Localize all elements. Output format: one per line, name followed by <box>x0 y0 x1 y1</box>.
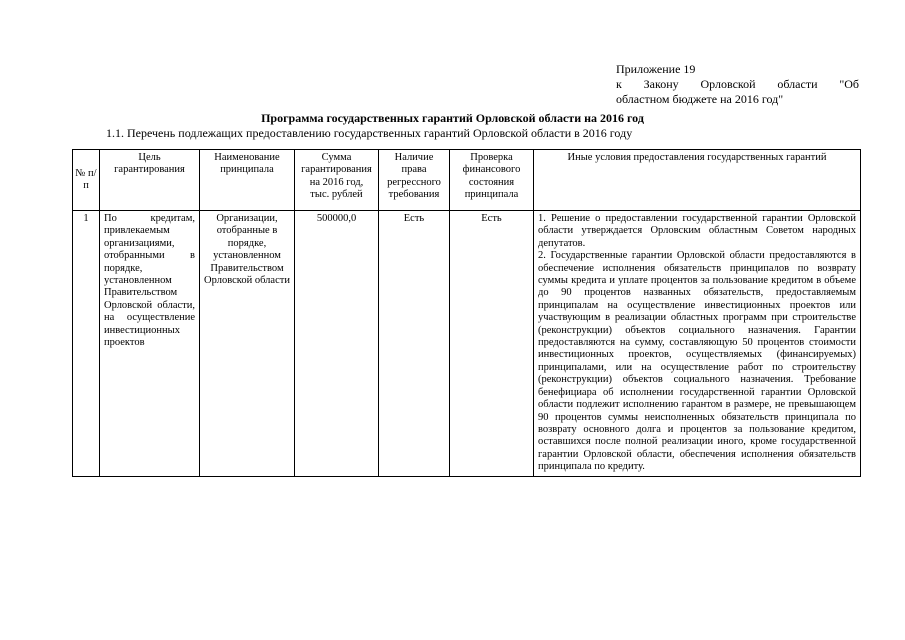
guarantees-table <box>72 149 861 477</box>
document-subtitle: 1.1. Перечень подлежащих предоставлению государственных гарантий Орловской области в 2016 году <box>106 126 633 140</box>
header-principal <box>200 150 295 211</box>
appendix-law-reference: к Закону Орловской области "Об <box>616 77 859 91</box>
appendix-header <box>616 62 859 107</box>
row-num: 1 <box>73 211 100 477</box>
row-principal: Организации, отобранные в порядке, установленном Правительством Орловской области <box>200 211 295 477</box>
header-check <box>450 150 534 211</box>
appendix-number: Приложение 19 <box>616 62 696 76</box>
header-other <box>534 150 861 211</box>
header-num <box>73 150 100 211</box>
table-row <box>73 211 861 477</box>
header-num-label: № п/п <box>75 167 97 191</box>
row-check: Есть <box>450 211 534 477</box>
row-amount: 500000,0 <box>295 211 379 477</box>
row-other-conditions <box>534 211 861 477</box>
header-purpose-label: Цель гарантирования <box>114 152 185 176</box>
other-condition-1: 1. Решение о предоставлении государственной гарантии Орловской области утверждается Орловским областным Советом народных депутатов. <box>538 213 856 249</box>
header-principal-label: Наименование принципала <box>214 152 280 176</box>
header-purpose <box>100 150 200 211</box>
header-amount-label: Сумма гарантирования на 2016 год, тыс. рублей <box>301 152 372 201</box>
header-regress-label: Наличие права регрессного требования <box>387 152 441 201</box>
row-purpose: По кредитам, привлекаемым организациями, отобранными в порядке, установленном Правительством Орловской области, на осуществление инвестиционных проектов <box>100 211 200 477</box>
header-amount <box>295 150 379 211</box>
appendix-law-title: областном бюджете на 2016 год" <box>616 92 784 106</box>
table-header-row <box>73 150 861 211</box>
row-regress: Есть <box>379 211 450 477</box>
document-title: Программа государственных гарантий Орловской области на 2016 год <box>261 111 644 125</box>
header-regress <box>379 150 450 211</box>
header-other-label: Иные условия предоставления государственных гарантий <box>567 152 827 163</box>
other-condition-2: 2. Государственные гарантии Орловской области предоставляются в обеспечение исполнения обязательств принципалов по возврату суммы кредита и уплате процентов за пользование кредитом в объеме до 90 процентов названных обязательств, предоставляемым принципалам на осуществление инвестиционных проектов или участвующим в реализации областных программ при строительстве (реконструкции) объектов социального назначения. Гарантии предоставляются на сумму, составляющую 50 процентов стоимости инвестиционных проектов, осуществляемых (финансируемых) принципалами, или на осуществление работ по строительству (реконструкции) объектов социального назначения. Требование бенефициара об исполнении государственной гарантии Орловской области подлежит исполнению гарантом в размере, не превышающем 90 процентов суммы неисполненных обязательств принципала по возврату основного долга и процентов за пользование кредитом, оставшихся после полной реализации иного, кроме государственной гарантии Орловской области, обеспечения исполнения обязательств принципала по кредиту. <box>538 250 856 473</box>
header-check-label: Проверка финансового состояния принципала <box>462 152 521 201</box>
